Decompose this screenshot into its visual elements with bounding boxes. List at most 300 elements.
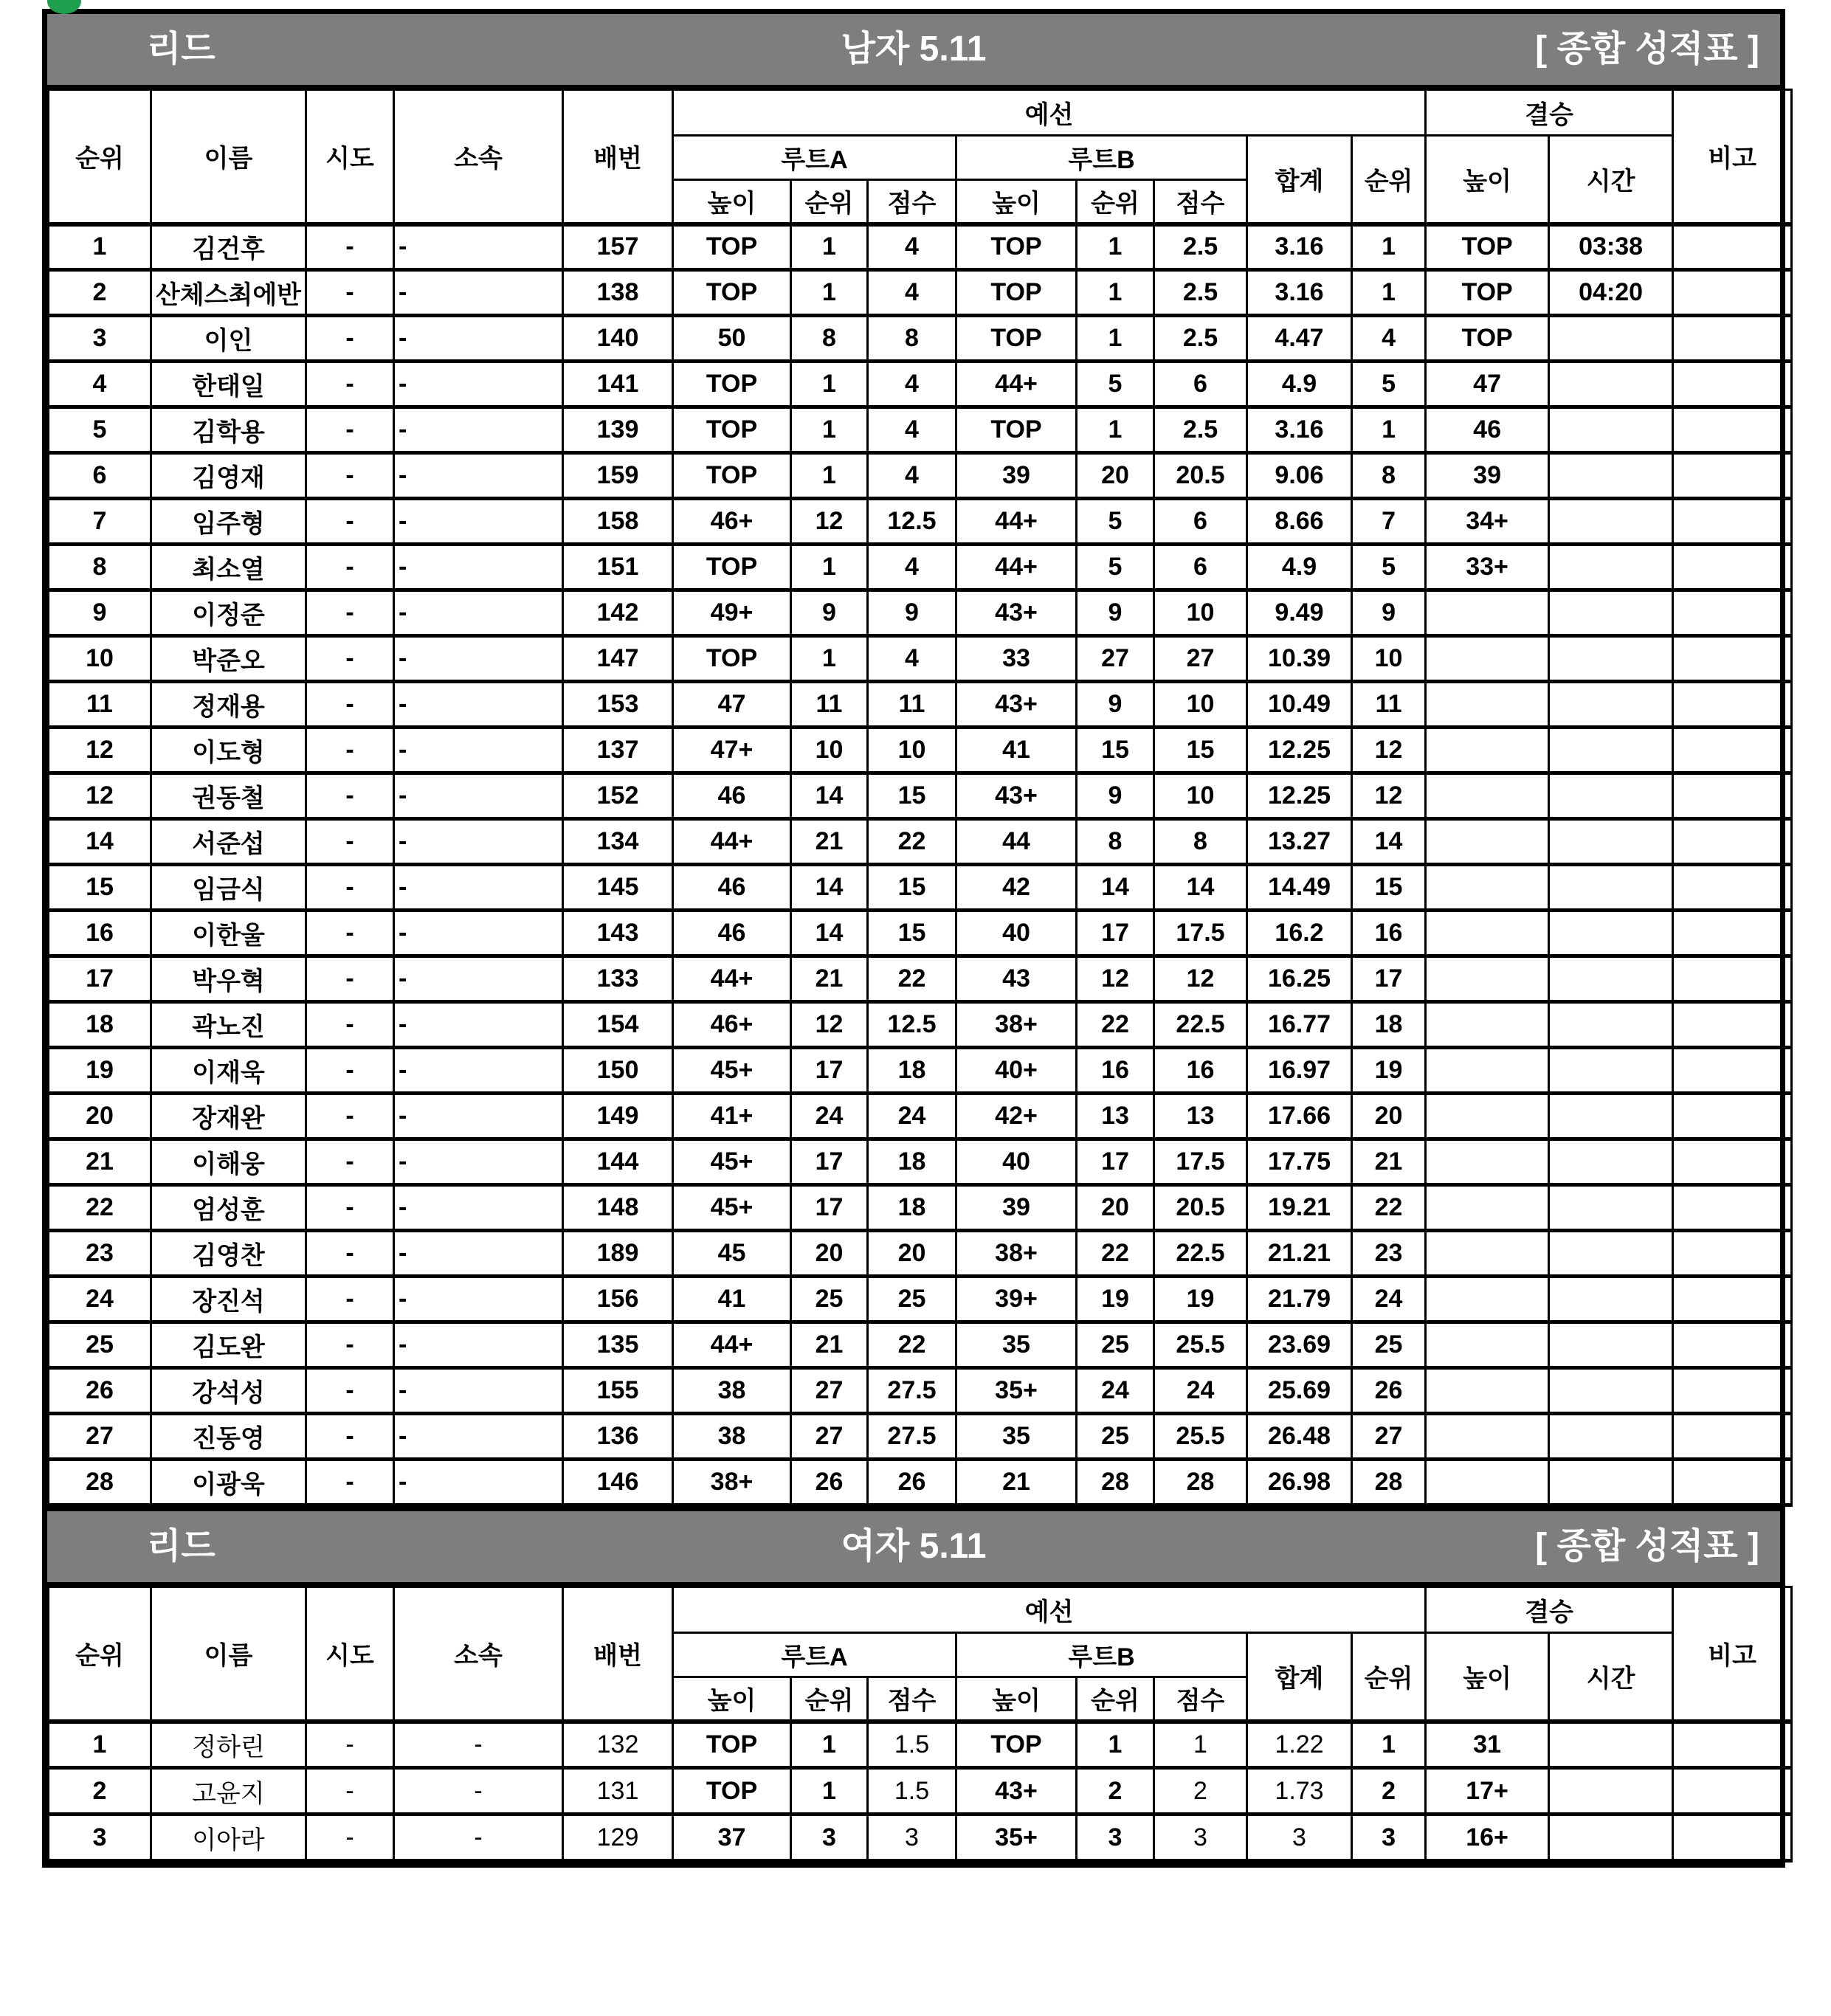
cell-route-a-score: 4 [868,545,956,590]
cell-total-rank: 18 [1352,1002,1426,1048]
cell-remark [1673,1768,1792,1815]
cell-total-rank: 26 [1352,1368,1426,1414]
cell-total-rank: 1 [1352,407,1426,453]
cell-route-b-height: TOP [956,270,1077,316]
cell-route-a-rank: 1 [791,453,868,499]
cell-name: 임주형 [151,499,306,545]
cell-route-b-rank: 9 [1077,682,1154,728]
cell-route-a-score: 18 [868,1048,956,1094]
cell-sido: - [306,362,394,407]
cell-final-height: 34+ [1426,499,1549,545]
cell-route-b-rank: 13 [1077,1094,1154,1139]
cell-route-b-score: 10 [1154,773,1247,819]
cell-route-a-rank: 1 [791,224,868,270]
col-header-final-time: 시간 [1549,1633,1673,1722]
table-row [49,682,1792,728]
cell-bib: 157 [563,224,673,270]
cell-bib: 131 [563,1768,673,1815]
table-row [49,956,1792,1002]
cell-affiliation: - [394,1231,563,1277]
cell-total-rank: 17 [1352,956,1426,1002]
results-sheet [42,9,1785,1868]
cell-final-time [1549,682,1673,728]
cell-route-b-height: 35+ [956,1368,1077,1414]
cell-route-b-height: 21 [956,1460,1077,1505]
cell-route-a-score: 11 [868,682,956,728]
cell-remark [1673,1815,1792,1861]
cell-bib: 153 [563,682,673,728]
cell-remark [1673,1231,1792,1277]
cell-total: 9.06 [1247,453,1352,499]
cell-remark [1673,1368,1792,1414]
cell-rank: 6 [49,453,151,499]
cell-route-b-rank: 17 [1077,1139,1154,1185]
cell-rank: 20 [49,1094,151,1139]
cell-route-a-height: 50 [673,316,791,362]
col-header-final: 결승 [1426,90,1673,136]
cell-route-b-height: 39 [956,453,1077,499]
cell-route-b-score: 20.5 [1154,453,1247,499]
cell-route-a-rank: 26 [791,1460,868,1505]
cell-route-a-rank: 27 [791,1368,868,1414]
cell-sido: - [306,773,394,819]
cell-final-height [1426,682,1549,728]
cell-rank: 12 [49,728,151,773]
cell-final-time [1549,1460,1673,1505]
cell-route-a-score: 22 [868,956,956,1002]
cell-route-a-height: TOP [673,545,791,590]
cell-bib: 142 [563,590,673,636]
table-row [49,224,1792,270]
cell-total-rank: 24 [1352,1277,1426,1322]
cell-route-b-height: TOP [956,1722,1077,1768]
cell-affiliation: - [394,1094,563,1139]
cell-route-b-height: 41 [956,728,1077,773]
col-header-bib: 배번 [563,1587,673,1722]
cell-final-height: TOP [1426,270,1549,316]
cell-affiliation: - [394,590,563,636]
cell-route-a-height: 46+ [673,1002,791,1048]
cell-final-time [1549,1368,1673,1414]
cell-bib: 147 [563,636,673,682]
cell-route-b-height: 35 [956,1414,1077,1460]
cell-route-a-height: 38 [673,1368,791,1414]
cell-final-time [1549,1414,1673,1460]
cell-final-time [1549,728,1673,773]
cell-name: 이도형 [151,728,306,773]
cell-route-a-score: 10 [868,728,956,773]
cell-final-height: 47 [1426,362,1549,407]
cell-route-a-rank: 14 [791,911,868,956]
cell-final-time [1549,865,1673,911]
cell-final-time [1549,1231,1673,1277]
cell-route-b-score: 6 [1154,499,1247,545]
cell-final-time: 04:20 [1549,270,1673,316]
cell-total: 19.21 [1247,1185,1352,1231]
cell-route-b-height: 35 [956,1322,1077,1368]
cell-name: 장재완 [151,1094,306,1139]
cell-route-a-score: 15 [868,911,956,956]
cell-route-a-rank: 1 [791,270,868,316]
cell-route-b-rank: 2 [1077,1768,1154,1815]
cell-route-b-height: 43+ [956,682,1077,728]
cell-affiliation: - [394,819,563,865]
cell-affiliation: - [394,1277,563,1322]
cell-final-height: 16+ [1426,1815,1549,1861]
cell-rank: 17 [49,956,151,1002]
cell-route-a-height: TOP [673,270,791,316]
cell-remark [1673,1002,1792,1048]
cell-bib: 189 [563,1231,673,1277]
cell-route-b-score: 6 [1154,362,1247,407]
cell-route-a-height: 41 [673,1277,791,1322]
table-row [49,911,1792,956]
table-row [49,728,1792,773]
cell-affiliation: - [394,1815,563,1861]
cell-route-b-rank: 27 [1077,636,1154,682]
cell-remark [1673,1185,1792,1231]
cell-route-a-score: 22 [868,1322,956,1368]
table-row [49,1368,1792,1414]
cell-total: 8.66 [1247,499,1352,545]
cell-total: 17.66 [1247,1094,1352,1139]
cell-total-rank: 16 [1352,911,1426,956]
col-header-route-a-rank: 순위 [791,180,868,224]
cell-route-b-rank: 9 [1077,773,1154,819]
cell-final-time [1549,316,1673,362]
cell-final-height: 33+ [1426,545,1549,590]
cell-rank: 21 [49,1139,151,1185]
cell-total-rank: 8 [1352,453,1426,499]
cell-sido: - [306,1722,394,1768]
col-header-final: 결승 [1426,1587,1673,1633]
cell-route-b-rank: 25 [1077,1414,1154,1460]
cell-route-b-rank: 17 [1077,911,1154,956]
cell-final-height [1426,1185,1549,1231]
col-header-route-a-score: 점수 [868,180,956,224]
cell-sido: - [306,316,394,362]
cell-final-time [1549,911,1673,956]
cell-remark [1673,1139,1792,1185]
cell-total: 21.21 [1247,1231,1352,1277]
cell-final-time [1549,1048,1673,1094]
cell-final-time [1549,956,1673,1002]
cell-bib: 149 [563,1094,673,1139]
col-header-route-b-rank: 순위 [1077,1677,1154,1722]
cell-bib: 138 [563,270,673,316]
cell-route-b-rank: 24 [1077,1368,1154,1414]
cell-route-a-rank: 20 [791,1231,868,1277]
cell-remark [1673,865,1792,911]
cell-final-time [1549,362,1673,407]
cell-final-height [1426,1094,1549,1139]
cell-final-height: TOP [1426,316,1549,362]
cell-final-height: TOP [1426,224,1549,270]
cell-sido: - [306,270,394,316]
cell-route-b-height: 38+ [956,1002,1077,1048]
cell-route-a-score: 4 [868,270,956,316]
cell-sido: - [306,499,394,545]
cell-total: 4.47 [1247,316,1352,362]
cell-bib: 155 [563,1368,673,1414]
col-header-prelim: 예선 [673,90,1426,136]
table-row [49,636,1792,682]
cell-total: 16.97 [1247,1048,1352,1094]
cell-route-a-score: 4 [868,362,956,407]
cell-route-a-score: 1.5 [868,1768,956,1815]
cell-final-time [1549,1139,1673,1185]
cell-sido: - [306,1139,394,1185]
women-table-header [49,1587,1792,1722]
cell-route-a-rank: 25 [791,1277,868,1322]
cell-route-b-height: 33 [956,636,1077,682]
cell-route-b-score: 13 [1154,1094,1247,1139]
cell-final-height [1426,1322,1549,1368]
cell-total-rank: 14 [1352,819,1426,865]
cell-final-time [1549,453,1673,499]
table-row [49,1231,1792,1277]
cell-route-b-score: 22.5 [1154,1002,1247,1048]
cell-route-a-height: 47 [673,682,791,728]
cell-total-rank: 3 [1352,1815,1426,1861]
table-row [49,362,1792,407]
cell-affiliation: - [394,1460,563,1505]
cell-route-b-height: 44+ [956,545,1077,590]
cell-final-time [1549,1002,1673,1048]
cell-route-a-rank: 11 [791,682,868,728]
col-header-route-b-rank: 순위 [1077,180,1154,224]
cell-name: 서준섭 [151,819,306,865]
cell-final-time [1549,1094,1673,1139]
section-men [47,14,1780,1507]
cell-bib: 150 [563,1048,673,1094]
cell-final-height [1426,1139,1549,1185]
cell-route-a-height: 47+ [673,728,791,773]
cell-name: 강석성 [151,1368,306,1414]
col-header-route-b-height: 높이 [956,1677,1077,1722]
cell-total-rank: 5 [1352,362,1426,407]
cell-name: 임금식 [151,865,306,911]
cell-name: 김학용 [151,407,306,453]
cell-affiliation: - [394,1139,563,1185]
cell-bib: 146 [563,1460,673,1505]
cell-sido: - [306,1231,394,1277]
cell-affiliation: - [394,453,563,499]
cell-route-b-rank: 20 [1077,453,1154,499]
table-row [49,1768,1792,1815]
cell-route-a-height: TOP [673,636,791,682]
cell-sido: - [306,1094,394,1139]
cell-affiliation: - [394,499,563,545]
cell-name: 최소열 [151,545,306,590]
cell-bib: 144 [563,1139,673,1185]
table-row [49,1277,1792,1322]
cell-route-b-rank: 5 [1077,362,1154,407]
cell-bib: 154 [563,1002,673,1048]
cell-remark [1673,728,1792,773]
cell-total-rank: 12 [1352,773,1426,819]
col-header-affiliation: 소속 [394,90,563,224]
cell-remark [1673,1460,1792,1505]
cell-route-b-height: 35+ [956,1815,1077,1861]
cell-bib: 132 [563,1722,673,1768]
cell-route-b-score: 25.5 [1154,1414,1247,1460]
men-table-body [49,224,1792,1505]
table-row [49,865,1792,911]
cell-sido: - [306,590,394,636]
cell-sido: - [306,1277,394,1322]
cell-route-b-height: 43 [956,956,1077,1002]
cell-route-b-score: 20.5 [1154,1185,1247,1231]
cell-remark [1673,407,1792,453]
cell-rank: 2 [49,1768,151,1815]
cell-route-a-score: 1.5 [868,1722,956,1768]
cell-route-b-rank: 22 [1077,1231,1154,1277]
cell-final-height [1426,728,1549,773]
cell-remark [1673,499,1792,545]
cell-remark [1673,911,1792,956]
table-row [49,819,1792,865]
cell-route-b-height: 44+ [956,362,1077,407]
cell-total: 3 [1247,1815,1352,1861]
cell-route-a-height: TOP [673,224,791,270]
table-row [49,1048,1792,1094]
cell-affiliation: - [394,1414,563,1460]
cell-route-b-rank: 14 [1077,865,1154,911]
men-results-table [47,89,1793,1507]
cell-route-b-height: 43+ [956,590,1077,636]
cell-route-b-score: 2.5 [1154,270,1247,316]
cell-remark [1673,1277,1792,1322]
cell-sido: - [306,1460,394,1505]
cell-final-time [1549,545,1673,590]
cell-total: 1.73 [1247,1768,1352,1815]
cell-route-b-score: 24 [1154,1368,1247,1414]
scoreboard-label: [ 종합 성적표 ] [1535,1527,1759,1566]
cell-route-a-rank: 12 [791,1002,868,1048]
cell-total-rank: 15 [1352,865,1426,911]
cell-final-height [1426,1414,1549,1460]
col-header-affiliation: 소속 [394,1587,563,1722]
cell-total: 26.48 [1247,1414,1352,1460]
cell-bib: 152 [563,773,673,819]
women-table-body [49,1722,1792,1861]
table-row [49,316,1792,362]
section-title: 여자 5.11 [841,1527,987,1566]
cell-rank: 27 [49,1414,151,1460]
cell-route-b-height: 39+ [956,1277,1077,1322]
col-header-sido: 시도 [306,90,394,224]
cell-total-rank: 7 [1352,499,1426,545]
cell-rank: 22 [49,1185,151,1231]
cell-rank: 15 [49,865,151,911]
cell-affiliation: - [394,865,563,911]
col-header-remark: 비고 [1673,1587,1792,1722]
table-row [49,453,1792,499]
table-row [49,773,1792,819]
cell-route-b-height: TOP [956,316,1077,362]
col-header-route-b-height: 높이 [956,180,1077,224]
cell-total: 9.49 [1247,590,1352,636]
col-header-name: 이름 [151,90,306,224]
cell-rank: 4 [49,362,151,407]
cell-rank: 14 [49,819,151,865]
cell-bib: 158 [563,499,673,545]
cell-route-a-rank: 3 [791,1815,868,1861]
cell-total-rank: 9 [1352,590,1426,636]
cell-bib: 136 [563,1414,673,1460]
cell-route-a-score: 12.5 [868,1002,956,1048]
cell-final-height [1426,819,1549,865]
cell-route-b-rank: 3 [1077,1815,1154,1861]
cell-total-rank: 20 [1352,1094,1426,1139]
cell-rank: 11 [49,682,151,728]
cell-route-b-rank: 1 [1077,407,1154,453]
cell-route-a-score: 22 [868,819,956,865]
col-header-remark: 비고 [1673,90,1792,224]
cell-name: 김영찬 [151,1231,306,1277]
cell-bib: 139 [563,407,673,453]
cell-sido: - [306,1368,394,1414]
cell-affiliation: - [394,1048,563,1094]
col-header-route-a: 루트A [673,1633,956,1677]
table-row [49,1815,1792,1861]
cell-bib: 148 [563,1185,673,1231]
cell-remark [1673,1322,1792,1368]
cell-route-a-score: 25 [868,1277,956,1322]
cell-route-b-score: 25.5 [1154,1322,1247,1368]
cell-remark [1673,636,1792,682]
cell-rank: 23 [49,1231,151,1277]
cell-total-rank: 1 [1352,1722,1426,1768]
cell-total: 1.22 [1247,1722,1352,1768]
cell-final-height [1426,1277,1549,1322]
cell-route-b-height: 43+ [956,773,1077,819]
cell-name: 이한울 [151,911,306,956]
cell-route-a-rank: 14 [791,865,868,911]
cell-route-b-score: 2 [1154,1768,1247,1815]
cell-route-a-height: 41+ [673,1094,791,1139]
cell-remark [1673,590,1792,636]
cell-route-a-rank: 12 [791,499,868,545]
col-header-rank: 순위 [49,1587,151,1722]
cell-rank: 24 [49,1277,151,1322]
cell-remark [1673,956,1792,1002]
cell-route-a-rank: 24 [791,1094,868,1139]
cell-rank: 8 [49,545,151,590]
cell-route-b-rank: 22 [1077,1002,1154,1048]
cell-route-b-score: 1 [1154,1722,1247,1768]
cell-route-a-height: 37 [673,1815,791,1861]
cell-route-a-score: 18 [868,1185,956,1231]
col-header-total-rank: 순위 [1352,1633,1426,1722]
col-header-prelim: 예선 [673,1587,1426,1633]
cell-name: 이아라 [151,1815,306,1861]
cell-route-a-rank: 10 [791,728,868,773]
cell-route-a-score: 15 [868,773,956,819]
cell-name: 진동영 [151,1414,306,1460]
table-row [49,499,1792,545]
cell-total-rank: 23 [1352,1231,1426,1277]
cell-affiliation: - [394,636,563,682]
cell-bib: 133 [563,956,673,1002]
cell-final-time [1549,1768,1673,1815]
cell-route-a-rank: 8 [791,316,868,362]
cell-sido: - [306,1815,394,1861]
cell-route-a-height: 45+ [673,1048,791,1094]
cell-bib: 140 [563,316,673,362]
table-row [49,1094,1792,1139]
